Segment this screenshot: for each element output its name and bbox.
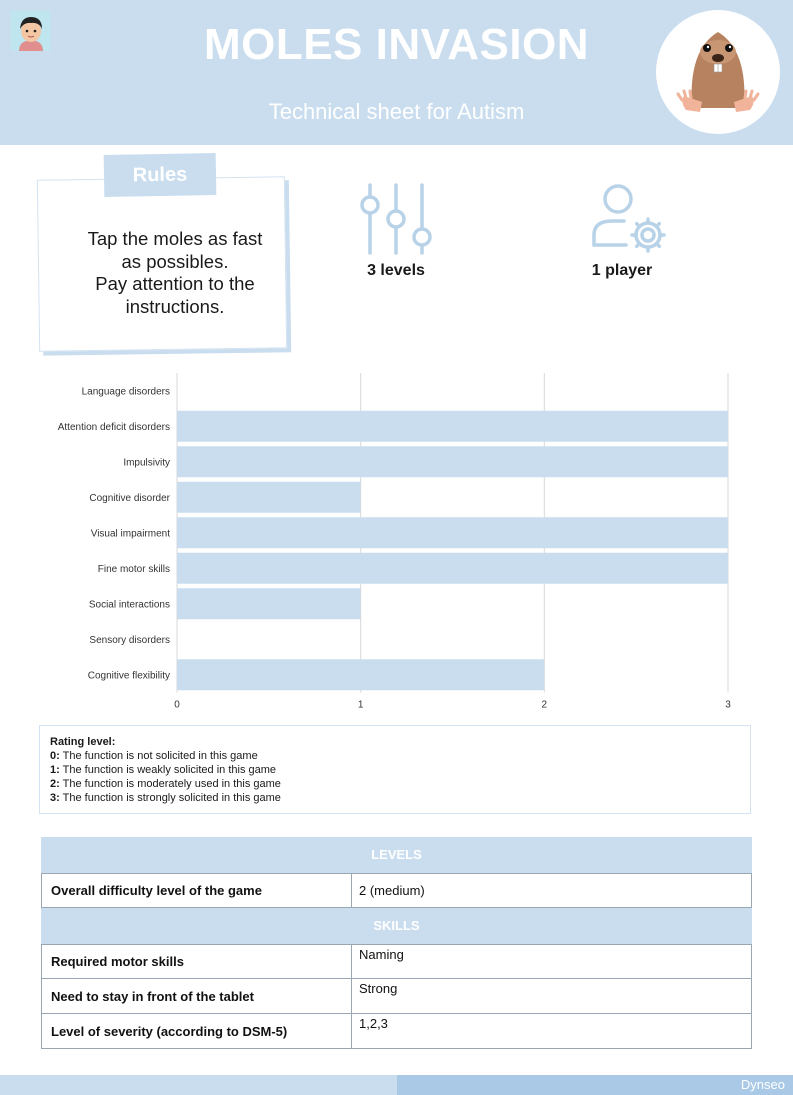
chart-bar [177,482,361,513]
rules-line: as possibles. [121,250,229,272]
rules-text [44,228,306,318]
rules-line: Pay attention to the [95,273,255,294]
chart-bar [177,411,728,442]
row-value: Naming [359,947,404,962]
user-settings-icon [590,183,668,260]
skills-section-heading: SKILLS [41,908,752,944]
category-label: Visual impairment [90,528,170,540]
chart-bar [177,588,361,619]
legend-item: 1: The function is weakly solicited in this game [50,764,277,776]
levels-section-heading: LEVELS [41,837,752,873]
legend-item: 2: The function is moderately used in this game [50,778,281,790]
row-value: 1,2,3 [359,1016,388,1031]
table-row [41,944,752,979]
legend-item: 0: The function is not solicited in this game [50,750,258,762]
tick-label: 0 [174,699,180,711]
rules-line: Tap the moles as fast [87,228,263,249]
tick-label: 2 [541,699,548,711]
row-label: Level of severity (according to DSM-5) [42,1014,352,1048]
category-label: Cognitive flexibility [87,670,170,682]
table-row [41,1014,752,1049]
legend-item: 3: The function is strongly solicited in this game [50,792,281,804]
header-banner [0,0,793,145]
rules-line: instructions. [125,295,225,317]
category-label: Impulsivity [123,457,170,469]
chart-bar [177,553,728,584]
tick-label: 3 [725,699,731,711]
category-label: Attention deficit disorders [57,421,170,433]
category-label: Fine motor skills [97,563,170,575]
players-label: 1 player [591,262,653,279]
table-row [41,979,752,1014]
chart-bar [177,659,544,690]
row-label: Required motor skills [42,945,352,978]
sliders-icon [356,181,436,262]
footer-bar-right [397,1075,793,1095]
legend-heading: Rating level: [50,736,116,748]
row-value: Strong [359,981,398,996]
table-row [41,873,752,908]
brand-logo: Dynseo [740,1077,785,1092]
footer-bar-left [0,1075,397,1095]
levels-label: 3 levels [367,262,425,279]
skills-bar-chart [0,360,793,715]
chart-bar [177,517,728,548]
row-label: Need to stay in front of the tablet [42,979,352,1013]
chart-bar [177,446,728,477]
row-label: Overall difficulty level of the game [42,874,352,907]
category-label: Sensory disorders [89,634,170,646]
tick-label: 1 [357,699,364,711]
rules-tab: Rules [104,153,217,197]
mole-mascot-icon [656,10,780,134]
row-value: 2 (medium) [359,883,425,898]
category-label: Language disorders [81,386,170,398]
page-subtitle: Technical sheet for Autism [268,99,525,124]
category-label: Cognitive disorder [89,492,170,504]
page-title: MOLES INVASION [203,20,590,69]
rating-legend [39,725,751,814]
category-label: Social interactions [88,599,170,611]
info-table [41,837,752,1049]
